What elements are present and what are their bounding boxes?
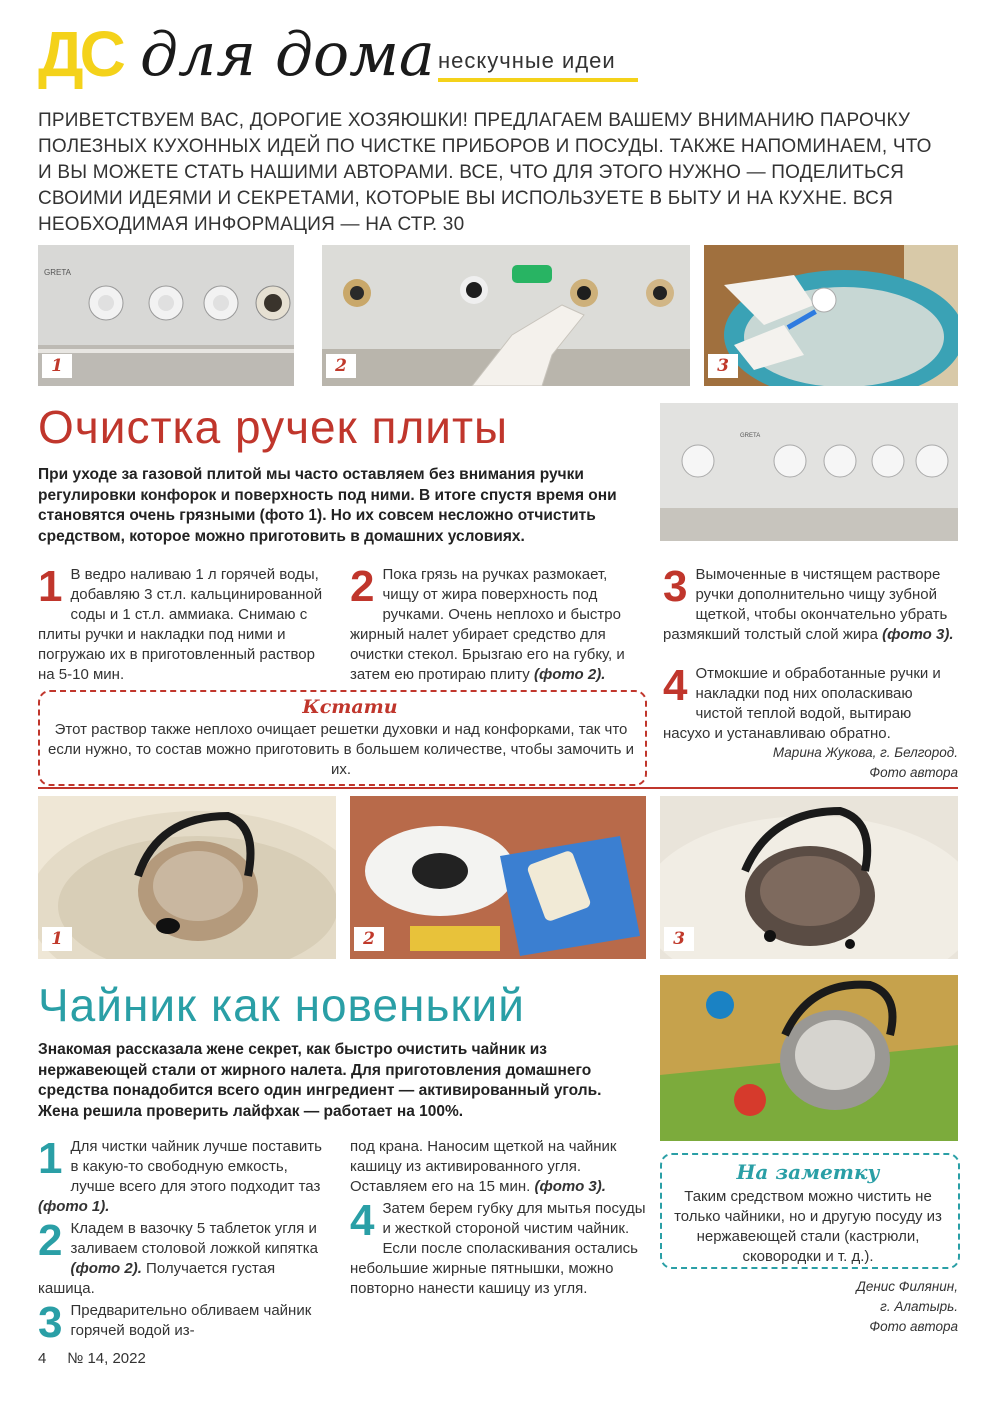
zametka-text: Таким средством можно чистить не только чайники, но и другую посуду из нержавеющей стали (кастрюли, сковородки и т. д.). bbox=[674, 1188, 942, 1265]
kstati-title: Кстати bbox=[300, 696, 400, 718]
step-number: 4 bbox=[663, 661, 688, 710]
photo-cleaning-panel bbox=[322, 245, 690, 386]
section-subtitle: нескучные идеи bbox=[438, 48, 616, 73]
photo-number: 1 bbox=[42, 354, 72, 378]
photo-number: 2 bbox=[354, 927, 384, 951]
photo-kettle-in-basin bbox=[38, 796, 336, 959]
brand-label: GRETA bbox=[740, 433, 761, 439]
step-number: 3 bbox=[38, 1298, 63, 1347]
article1-photo-credit: Фото автора bbox=[869, 765, 958, 780]
article1-step-3: 3 Вымоченные в чистящем растворе ручки дополнительно чищу зубной щеткой, чтобы окончательно убрать размякший толстый слой жира (фото 3). bbox=[663, 562, 954, 643]
photo-number: 3 bbox=[664, 927, 694, 951]
photo-number: 1 bbox=[42, 927, 72, 951]
article2-title: Чайник как новенький bbox=[38, 979, 525, 1031]
step-number: 3 bbox=[663, 562, 688, 611]
photo-stove-knobs-clean bbox=[660, 403, 958, 541]
step-number: 1 bbox=[38, 1134, 63, 1183]
step-number: 2 bbox=[38, 1216, 63, 1265]
article2-column-2: под крана. Наносим щеткой на чайник кашицу из активированного угля. Оставляем его на 15 мин. (фото 3). 4 Затем берем губку для мытья посуды и жесткой стороной чистим чайник. Если после споласкивания остались небольшие жирные пятнышки, можно повторно нанести кашицу из угля. bbox=[350, 1138, 646, 1297]
article2-lead: Знакомая рассказала жене секрет, как быстро очистить чайник из нержавеющей стали от жирного налета. Для приготовления домашнего средства понадобится всего один ингредиент — активированный уголь. Жена решила проверить лайфхак — работает на 100%. bbox=[38, 1041, 602, 1120]
page-footer bbox=[38, 1350, 146, 1367]
intro-text: ПРИВЕТСТВУЕМ ВАС, ДОРОГИЕ ХОЗЯЮШКИ! ПРЕДЛАГАЕМ ВАШЕМУ ВНИМАНИЮ ПАРОЧКУ ПОЛЕЗНЫХ КУХОННЫХ ИДЕЙ ПО ЧИСТКЕ ПРИБОРОВ И ПОСУДЫ. ТАКЖЕ НАПОМИНАЕМ, ЧТО И ВЫ МОЖЕТЕ СТАТЬ НАШИМИ АВТОРАМИ. ВСЕ, ЧТО ДЛЯ ЭТОГО НУЖНО — ПОДЕЛИТЬСЯ СВОИМИ ИДЕЯМИ И СЕКРЕТАМИ, КОТОРЫЕ ВЫ ИСПОЛЬЗУЕТЕ В БЫТУ И НА КУХНЕ. ВСЯ НЕОБХОДИМАЯ ИНФОРМАЦИЯ — НА СТР. 30 bbox=[38, 110, 932, 235]
photo-kettle-with-paste bbox=[660, 796, 958, 959]
photo-stove-knobs-dirty bbox=[38, 245, 294, 386]
photo-kettle-clean bbox=[660, 975, 958, 1141]
step-number: 2 bbox=[350, 562, 375, 611]
article2-city: г. Алатырь. bbox=[880, 1299, 958, 1314]
logo-ds: ДС bbox=[38, 18, 122, 90]
article1-lead: При уходе за газовой плитой мы часто оставляем без внимания ручки регулировки конфорок и поверхность под ними. В итоге спустя время они становятся очень грязными (фото 1). Но их совсем несложно отчистить средством, которое можно приготовить в домашних условиях. bbox=[38, 466, 617, 545]
article1-author: Марина Жукова, г. Белгород. bbox=[772, 745, 958, 760]
article1-step-1: 1 В ведро наливаю 1 л горячей воды, добавляю 3 ст.л. кальцинированной соды и 1 ст.л. аммиака. Снимаю с плиты ручки и накладки под ними и погружаю их в приготовленный раствор на 5-10 мин. bbox=[38, 562, 323, 683]
step-number: 1 bbox=[38, 562, 63, 611]
zametka-title: На заметку bbox=[736, 1160, 880, 1184]
article2-column-1: 1 Для чистки чайник лучше поставить в какую-то свободную емкость, лучше всего для этого подходит таз (фото 1). 2 Кладем в вазочку 5 таблеток угля и заливаем столовой ложкой кипятка (фото 2). Получается густая кашица. 3 Предварительно обливаем чайник горячей водой из- bbox=[38, 1134, 322, 1347]
article1-step-2: 2 Пока грязь на ручках размокает, чищу от жира поверхность под ручками. Очень неплохо и быстро жирный налет убирает средство для очистки стекол. Брызгаю его на губку, и затем ею протираю плиту (фото 2). bbox=[350, 562, 625, 683]
article2-author: Денис Филянин, bbox=[856, 1279, 958, 1294]
brand-label: GRETA bbox=[44, 268, 71, 277]
article2-photo-credit: Фото автора bbox=[869, 1319, 958, 1334]
photo-number: 3 bbox=[708, 354, 738, 378]
logo-title: для дома bbox=[140, 20, 435, 90]
photo-charcoal-paste bbox=[350, 796, 646, 959]
page-number: 4 bbox=[38, 1350, 47, 1367]
section-divider bbox=[38, 787, 958, 789]
photo-toothbrush-bucket bbox=[704, 245, 958, 386]
kstati-text: Этот раствор также неплохо очищает решетки духовки и над конфорками, так что если нужно, то состав можно приготовить в большем количестве, чтобы замочить и их. bbox=[48, 721, 634, 778]
step-number: 4 bbox=[350, 1196, 375, 1245]
article1-title: Очистка ручек плиты bbox=[38, 401, 509, 453]
subtitle-underline bbox=[438, 78, 638, 82]
photo-number: 2 bbox=[326, 354, 356, 378]
issue-number: № 14, 2022 bbox=[67, 1350, 146, 1367]
article1-step-4: 4 Отмокшие и обработанные ручки и накладки под них ополаскиваю чистой теплой водой, вытираю насухо и устанавливаю обратно. bbox=[663, 661, 941, 742]
